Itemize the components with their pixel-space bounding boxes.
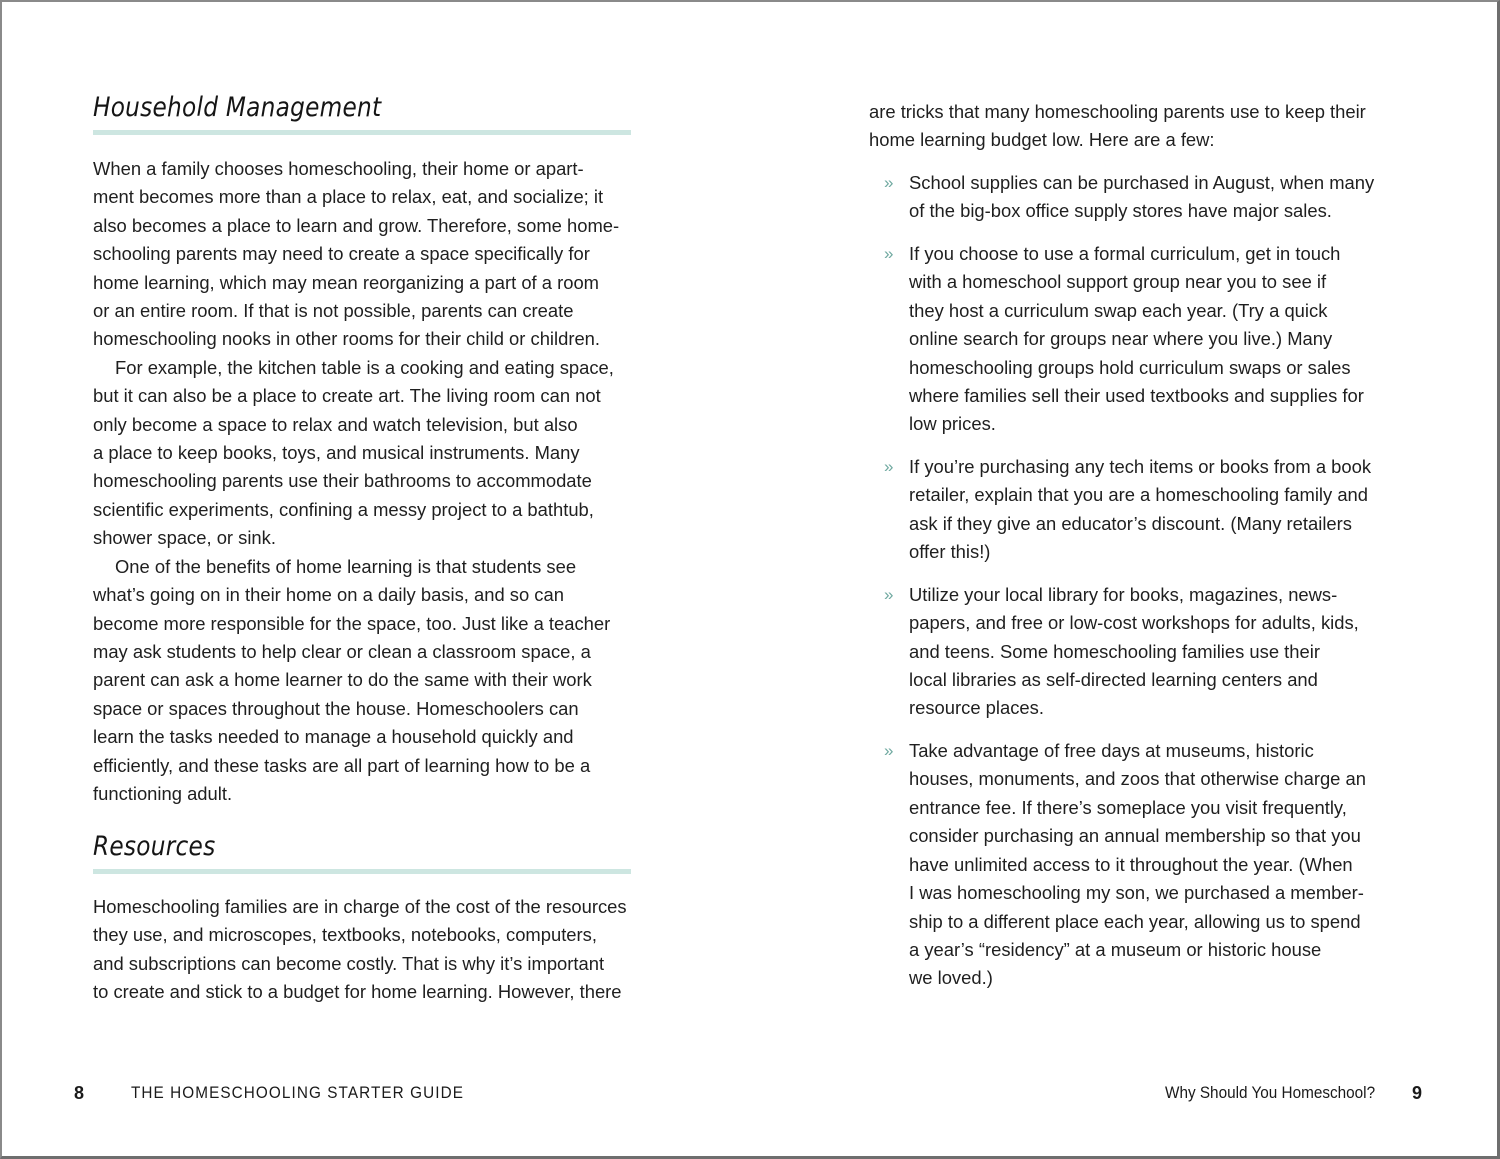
household-management-body bbox=[93, 155, 619, 808]
text-line: they host a curriculum swap each year. (Try a quick bbox=[909, 299, 1328, 321]
paragraph bbox=[93, 354, 619, 553]
text-line: Take advantage of free days at museums, historic bbox=[909, 740, 1314, 762]
text-line: resource places. bbox=[909, 697, 1044, 719]
text-line: homeschooling groups hold curriculum swaps or sales bbox=[909, 356, 1351, 378]
bullet-item bbox=[869, 169, 1374, 226]
text-line: If you choose to use a formal curriculum, get in touch bbox=[909, 243, 1341, 264]
text-line: and subscriptions can become costly. That is why it’s important bbox=[93, 952, 605, 974]
text-line: home learning budget low. Here are a few: bbox=[869, 129, 1215, 151]
text-line: offer this!) bbox=[909, 541, 991, 563]
double-chevron-bullet-icon: » bbox=[884, 457, 894, 477]
text-line: local libraries as self-directed learning centers and bbox=[909, 669, 1318, 691]
double-chevron-bullet-icon: » bbox=[884, 584, 894, 604]
text-line: parent can ask a home learner to do the same with their work bbox=[93, 669, 592, 691]
text-line: scientific experiments, confining a messy project to a bathtub, bbox=[93, 498, 594, 520]
text-line: One of the benefits of home learning is that students see bbox=[115, 555, 577, 577]
text-line: become more responsible for the space, too. Just like a teacher bbox=[93, 612, 611, 634]
text-line: For example, the kitchen table is a cooking and eating space, bbox=[115, 356, 614, 378]
section-heading: Resources bbox=[93, 831, 216, 862]
text-line: When a family chooses homeschooling, their home or apart- bbox=[93, 158, 584, 179]
text-line: with a homeschool support group near you to see if bbox=[909, 271, 1327, 293]
heading-underline bbox=[93, 869, 631, 874]
text-line: Homeschooling families are in charge of the cost of the resources bbox=[93, 896, 627, 917]
paragraph bbox=[93, 155, 619, 354]
text-line: learn the tasks needed to manage a household quickly and bbox=[93, 726, 574, 748]
text-line: where families sell their used textbooks and supplies for bbox=[909, 385, 1364, 407]
text-line: we loved.) bbox=[909, 967, 993, 989]
text-line: houses, monuments, and zoos that otherwise charge an bbox=[909, 768, 1366, 790]
text-line: to create and stick to a budget for home learning. However, there bbox=[93, 981, 622, 1003]
double-chevron-bullet-icon: » bbox=[884, 741, 894, 761]
text-line: functioning adult. bbox=[93, 782, 233, 804]
section-resources bbox=[93, 831, 631, 874]
text-line: but it can also be a place to create art. The living room can not bbox=[93, 385, 601, 407]
text-line: retailer, explain that you are a homeschooling family and bbox=[909, 484, 1369, 506]
bullet-item bbox=[869, 581, 1374, 723]
text-line: consider purchasing an annual membership so that you bbox=[909, 825, 1361, 847]
page-number-left: 8 bbox=[74, 1083, 85, 1103]
text-line: ment becomes more than a place to relax, eat, and socialize; it bbox=[93, 186, 604, 208]
section-household-management bbox=[93, 92, 631, 135]
double-chevron-bullet-icon: » bbox=[884, 173, 894, 192]
text-line: or an entire room. If that is not possible, parents can create bbox=[93, 300, 574, 322]
text-line: only become a space to relax and watch television, but also bbox=[93, 413, 578, 435]
text-line: entrance fee. If there’s someplace you visit frequently, bbox=[909, 796, 1347, 818]
text-line: are tricks that many homeschooling parents use to keep their bbox=[869, 101, 1366, 122]
running-head-right: Why Should You Homeschool? bbox=[1165, 1083, 1376, 1102]
resources-body bbox=[93, 893, 627, 1007]
bullet-item bbox=[869, 240, 1374, 439]
text-line: ask if they give an educator’s discount. (Many retailers bbox=[909, 512, 1352, 534]
text-line: of the big-box office supply stores have major sales. bbox=[909, 200, 1332, 222]
bullet-item bbox=[869, 453, 1374, 567]
text-line: online search for groups near where you live.) Many bbox=[909, 328, 1333, 350]
text-line: and teens. Some homeschooling families use their bbox=[909, 640, 1320, 662]
text-line: ship to a different place each year, allowing us to spend bbox=[909, 910, 1361, 932]
text-line: School supplies can be purchased in August, when many bbox=[909, 172, 1375, 193]
text-line: a year’s “residency” at a museum or historic house bbox=[909, 938, 1322, 960]
section-heading: Household Management bbox=[93, 92, 382, 123]
heading-underline bbox=[93, 130, 631, 135]
text-line: papers, and free or low-cost workshops for adults, kids, bbox=[909, 612, 1359, 634]
continued-paragraph bbox=[869, 98, 1366, 155]
double-chevron-bullet-icon: » bbox=[884, 244, 894, 263]
text-line: low prices. bbox=[909, 413, 996, 435]
text-line: home learning, which may mean reorganizing a part of a room bbox=[93, 271, 600, 293]
bullet-item bbox=[869, 737, 1374, 993]
text-line: they use, and microscopes, textbooks, notebooks, computers, bbox=[93, 924, 597, 946]
text-line: what’s going on in their home on a daily basis, and so can bbox=[93, 584, 564, 606]
page-number-right: 9 bbox=[1412, 1083, 1423, 1103]
text-line: space or spaces throughout the house. Homeschoolers can bbox=[93, 697, 579, 719]
text-line: schooling parents may need to create a space specifically for bbox=[93, 243, 590, 265]
paragraph bbox=[93, 553, 619, 809]
running-head-left: THE HOMESCHOOLING STARTER GUIDE bbox=[131, 1083, 464, 1102]
text-line: shower space, or sink. bbox=[93, 527, 276, 549]
budget-tips-list bbox=[869, 169, 1374, 1007]
text-line: homeschooling parents use their bathrooms to accommodate bbox=[93, 470, 592, 492]
text-line: efficiently, and these tasks are all part of learning how to be a bbox=[93, 754, 591, 776]
text-line: Utilize your local library for books, magazines, news- bbox=[909, 583, 1338, 605]
text-line: may ask students to help clear or clean a classroom space, a bbox=[93, 640, 591, 662]
text-line: If you’re purchasing any tech items or books from a book bbox=[909, 456, 1372, 478]
text-line: a place to keep books, toys, and musical instruments. Many bbox=[93, 442, 580, 464]
paragraph bbox=[93, 893, 627, 1007]
text-line: also becomes a place to learn and grow. Therefore, some home- bbox=[93, 214, 620, 236]
text-line: have unlimited access to it throughout the year. (When bbox=[909, 853, 1353, 875]
text-line: homeschooling nooks in other rooms for their child or children. bbox=[93, 328, 601, 350]
text-line: I was homeschooling my son, we purchased a member- bbox=[909, 882, 1364, 904]
